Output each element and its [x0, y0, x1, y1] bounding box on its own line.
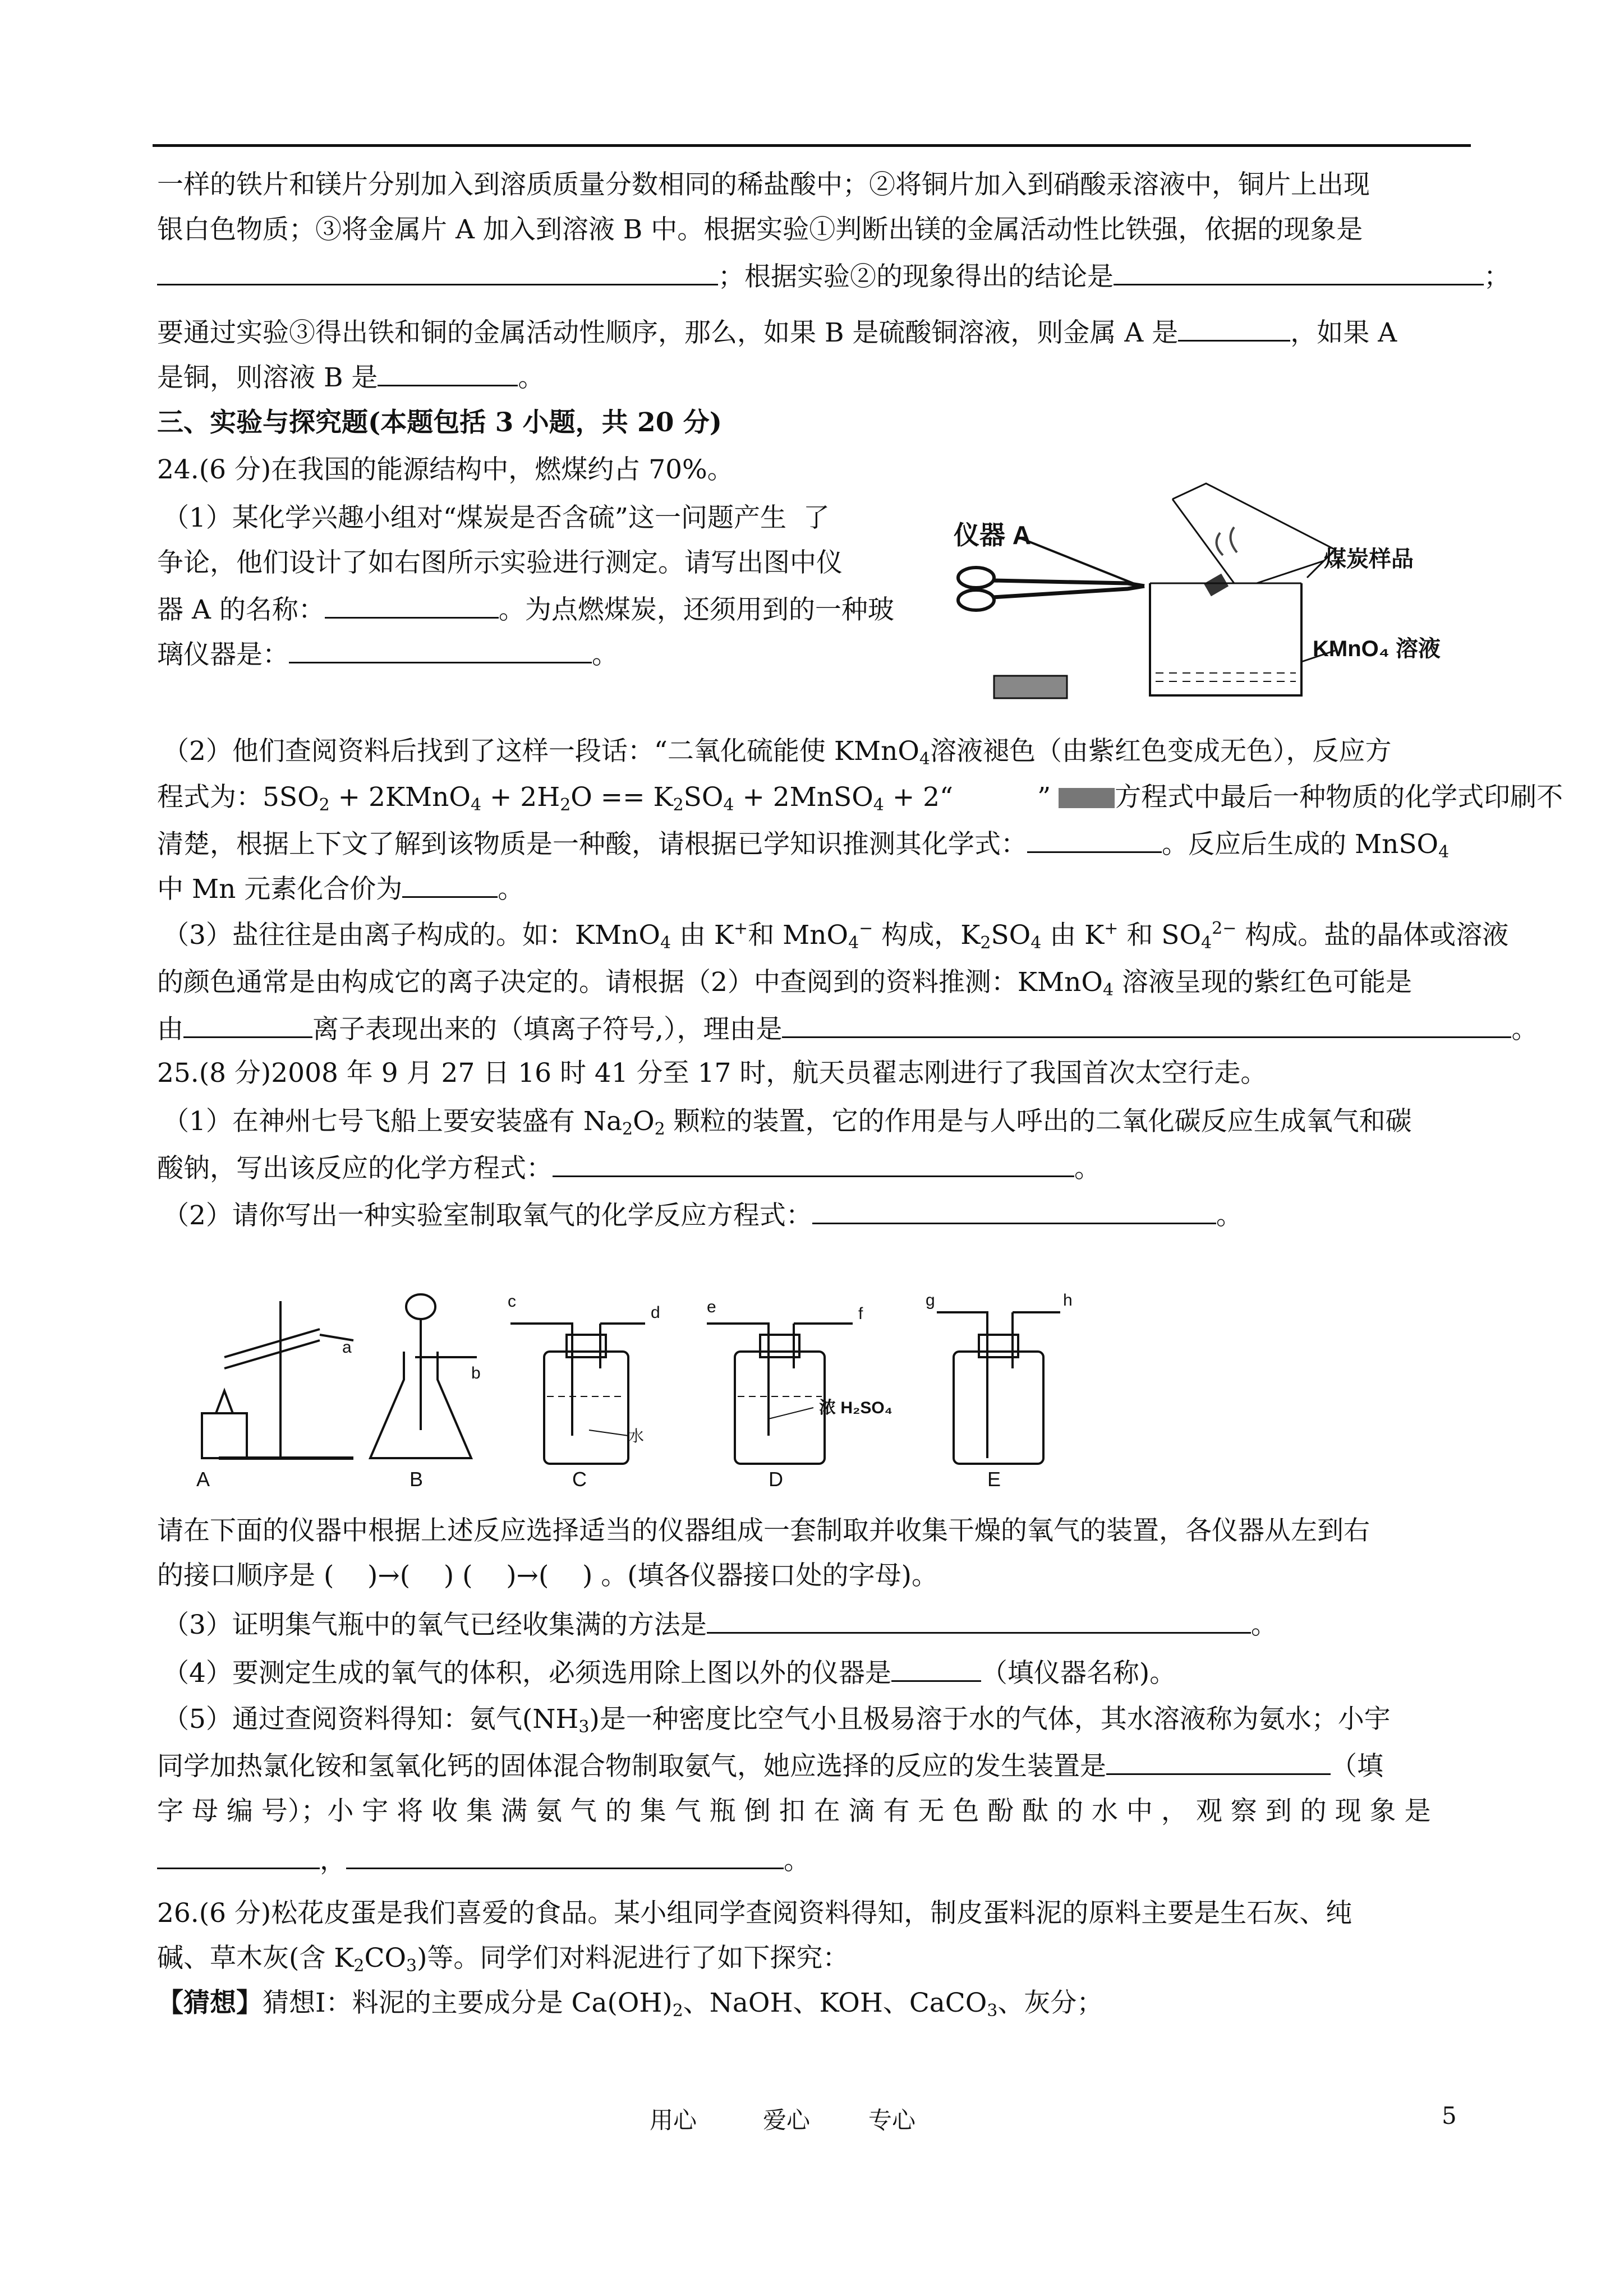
text-line: 银白色物质；③将金属片 A 加入到溶液 B 中。根据实验①判断出镁的金属活动性比铁强，依据的现象是: [157, 214, 1363, 245]
kmno4-solution-label: KMnO₄ 溶液: [1313, 637, 1441, 661]
text-line: 璃仪器是： 。: [157, 636, 618, 672]
answer-blank[interactable]: [402, 870, 498, 898]
text-line: 请在下面的仪器中根据上述反应选择适当的仪器组成一套制取并收集干燥的氧气的装置，各仪器从左到右: [157, 1515, 1370, 1546]
text-line: （1）某化学兴趣小组对“煤炭是否含硫”这一问题产生 了: [163, 502, 830, 533]
question-24-stem: 24.(6 分)在我国的能源结构中，燃煤约占 70%。: [157, 454, 734, 485]
text-line: 要通过实验③得出铁和铜的金属活动性顺序，那么，如果 B 是硫酸铜溶液，则金属 A 是 ，如果 A: [157, 314, 1397, 350]
oxygen-apparatus-figure: [185, 1290, 1116, 1492]
apparatus-c: [508, 1292, 660, 1491]
answer-blank[interactable]: [157, 258, 718, 285]
apparatus-label: D: [769, 1468, 783, 1491]
question-26-stem: 26.(6 分)松花皮蛋是我们喜爱的食品。某小组同学查阅资料得知，制皮蛋料泥的原料主要是生石灰、纯: [157, 1898, 1352, 1929]
smudged-formula: [1059, 788, 1115, 808]
port-label: b: [471, 1364, 481, 1382]
text-line: 中 Mn 元素化合价为 。: [157, 870, 524, 906]
text-line: （2）他们查阅资料后找到了这样一段话：“二氧化硫能使 KMnO$_4$溶液褪色（由紫红色变成无色），反应方: [163, 736, 1392, 769]
apparatus-label: E: [987, 1468, 1001, 1491]
text-line: 由 离子表现出来的（填离子符号,），理由是 。: [157, 1011, 1538, 1046]
apparatus-b: [370, 1294, 481, 1491]
port-label: e: [707, 1298, 716, 1316]
text-line: 是铜，则溶液 B 是 。: [157, 359, 544, 395]
page-number: 5: [1442, 2102, 1457, 2129]
text-line: 器 A 的名称： 。为点燃煤炭，还须用到的一种玻: [157, 591, 894, 627]
text-line: （5）通过查阅资料得知：氨气$(NH_3)$是一种密度比空气小且极易溶于水的气体，其水溶液称为氨水；小宇: [163, 1704, 1391, 1737]
text-line: （3）证明集气瓶中的氧气已经收集满的方法是 。: [163, 1606, 1277, 1642]
answer-blank[interactable]: [1178, 314, 1290, 342]
coal-sample-label: 煤炭样品: [1324, 547, 1414, 571]
text-line: （3）盐往往是由离子构成的。如：KMnO$_4$ 由 K+和 MnO$_4$− 构成，$K_2SO_4$ 由 K+ 和 $SO_4^{2-}$ 构成。盐的晶体或溶液: [163, 919, 1509, 953]
apparatus-label: C: [572, 1468, 587, 1491]
text-line: 同学加热氯化铵和氢氧化钙的固体混合物制取氨气，她应选择的反应的发生装置是 （填: [157, 1748, 1383, 1783]
answer-blank[interactable]: [1106, 1748, 1331, 1775]
text-line: 清楚，根据上下文了解到该物质是一种酸，请根据已学知识推测其化学式： 。反应后生成的 MnSO$_4$: [157, 826, 1449, 861]
answer-blank[interactable]: [707, 1606, 1251, 1634]
answer-blank[interactable]: [289, 636, 592, 663]
header-rule: [153, 144, 1471, 147]
alcohol-lamp-block: [994, 676, 1067, 698]
answer-blank[interactable]: [553, 1150, 1074, 1177]
text-line: 的颜色通常是由构成它的离子决定的。请根据（2）中查阅到的资料推测：KMnO$_4$ 溶液呈现的紫红色可能是: [157, 967, 1412, 1000]
answer-blank[interactable]: [782, 1011, 1511, 1038]
answer-blank[interactable]: [183, 1011, 312, 1038]
text-line: （2）请你写出一种实验室制取氧气的化学反应方程式： 。: [163, 1197, 1243, 1233]
text-line: 一样的铁片和镁片分别加入到溶质质量分数相同的稀盐酸中；②将铜片加入到硝酸汞溶液中，铜片上出现: [157, 169, 1370, 200]
text-line: ；根据实验②的现象得出的结论是 ；: [157, 258, 1510, 294]
apparatus-d: [707, 1298, 892, 1491]
section-heading: 三、实验与探究题(本题包括 3 小题，共 20 分): [157, 407, 723, 438]
text-line: 字 母 编 号）；小 宇 将 收 集 满 氨 气 的 集 气 瓶 倒 扣 在 滴 有 无 色 酚 酞 的 水 中 ， 观 察 到 的 现 象 是: [157, 1796, 1431, 1827]
apparatus-label: B: [410, 1468, 424, 1491]
answer-blank[interactable]: [378, 359, 518, 386]
text-line: 的接口顺序是 ( )→( ) ( )→( ) 。(填各仪器接口处的字母)。: [157, 1560, 938, 1591]
apparatus-a: [196, 1301, 353, 1491]
acid-label: 浓 H₂SO₄: [819, 1399, 892, 1417]
answer-blank[interactable]: [812, 1197, 1216, 1224]
port-label: a: [342, 1338, 352, 1357]
footer-text: 专心: [868, 2106, 916, 2134]
answer-blank[interactable]: [1027, 826, 1162, 853]
apparatus-e: [926, 1291, 1073, 1491]
port-label: g: [926, 1291, 935, 1310]
port-label: c: [508, 1292, 516, 1311]
text-line: 【猜想】猜想Ⅰ：料泥的主要成分是 $Ca(OH)_2$、NaOH、KOH、CaCO$_3$、灰分；: [157, 1988, 1103, 2021]
apparatus-label: A: [196, 1468, 210, 1491]
port-label: d: [651, 1303, 660, 1322]
text-line: （1）在神州七号飞船上要安装盛有 $Na_2O_2$ 颗粒的装置，它的作用是与人呼出的二氧化碳反应生成氧气和碳: [163, 1106, 1412, 1139]
answer-blank[interactable]: [346, 1842, 784, 1869]
text-line: 碱、草木灰(含 $K_2CO_3$)等。同学们对料泥进行了如下探究：: [157, 1943, 849, 1976]
text-line: 争论，他们设计了如右图所示实验进行测定。请写出图中仪: [157, 547, 843, 578]
port-label: f: [858, 1304, 863, 1323]
instrument-a-label: 仪器 A: [954, 520, 1031, 550]
footer-text: 爱心: [763, 2106, 811, 2134]
port-label: h: [1063, 1291, 1073, 1310]
text-line: 程式为：$5SO_2$ + 2KMnO$_4$ + $2H_2O == K_2SO_4$ + 2MnSO$_4$ + 2“ ” 方程式中最后一种物质的化学式印刷不: [157, 782, 1563, 815]
answer-blank[interactable]: [1114, 258, 1484, 285]
answer-blank[interactable]: [157, 1842, 320, 1869]
coal-sulfur-apparatus-figure: [942, 482, 1447, 718]
footer-text: 用心: [650, 2106, 697, 2134]
question-25-stem: 25.(8 分)2008 年 9 月 27 日 16 时 41 分至 17 时，航天员翟志刚进行了我国首次太空行走。: [157, 1058, 1267, 1089]
answer-blank[interactable]: [891, 1654, 981, 1682]
text-line: （4）要测定生成的氧气的体积，必须选用除上图以外的仪器是 （填仪器名称)。: [163, 1654, 1176, 1690]
text-line: ， 。: [157, 1842, 810, 1878]
water-label: 水: [628, 1427, 645, 1445]
text-line: 酸钠，写出该反应的化学方程式： 。: [157, 1150, 1101, 1186]
answer-blank[interactable]: [325, 591, 499, 619]
